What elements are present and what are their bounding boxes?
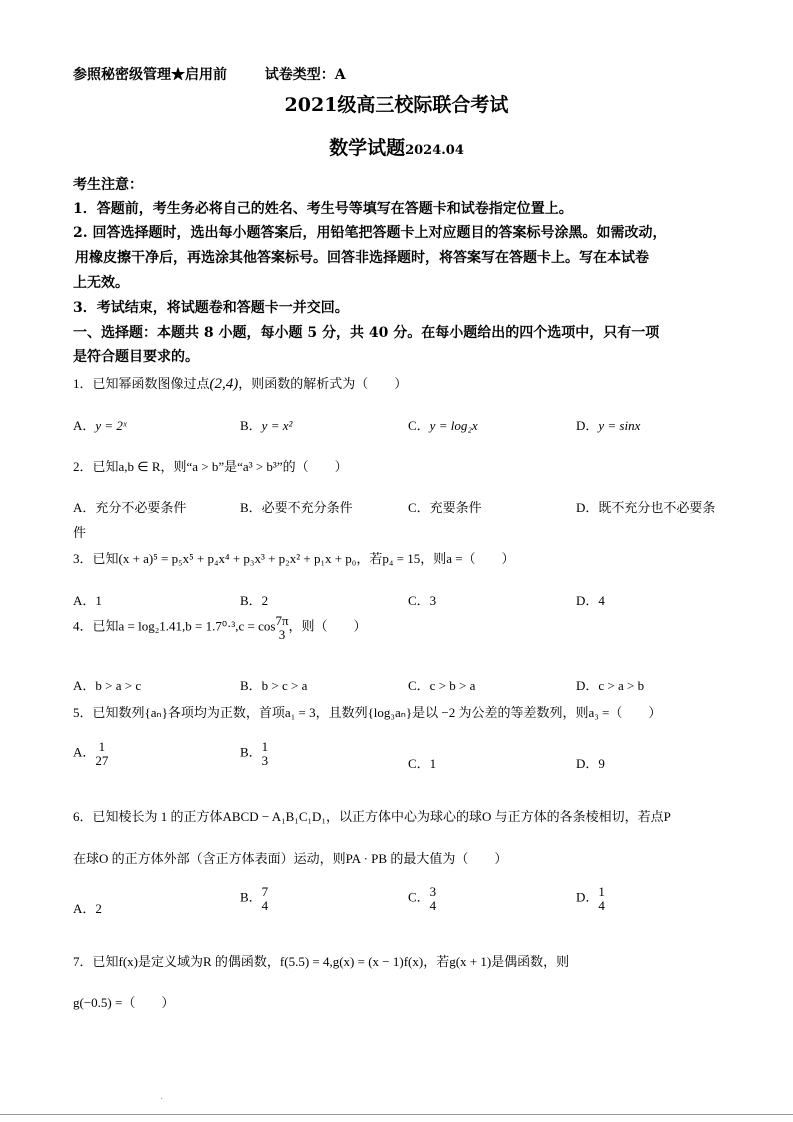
q2-option-b: B．必要不充分条件: [240, 500, 353, 515]
q6-option-b: B． 7 4: [240, 884, 269, 913]
q1-text-b: ，则函数的解析式为（ ）: [238, 376, 408, 391]
footer-mark: .: [160, 1091, 164, 1102]
q6-option-d: D． 1 4: [576, 884, 605, 913]
q2-option-d: D．既不充分也不必要条: [576, 500, 716, 515]
notice-item-3: 3．考试结束，将试题卷和答题卡一并交回。: [73, 300, 349, 316]
question-5-stem: 5．已知数列{aₙ}各项均为正数，首项a₁ = 3，且数列{log₃aₙ}是以 −2 为公差的等差数列，则a₃ =（ ）: [73, 705, 662, 720]
q4-fraction: 7π 3: [275, 613, 289, 642]
question-1-stem: [73, 373, 407, 393]
page-bottom-divider: [0, 1114, 793, 1115]
q1-option-b: B．y = x²: [240, 418, 293, 433]
question-2-stem: 2．已知a,b ∈ R，则“a > b”是“a³ > b³”的（ ）: [73, 459, 348, 474]
q6-option-c: C． 3 4: [408, 884, 437, 913]
q2-option-a: A．充分不必要条件: [73, 500, 187, 515]
question-6-stem-a: 6．已知棱长为 1 的正方体ABCD − A₁B₁C₁D₁，以正方体中心为球心的球O 与正方体的各条棱相切，若点P: [73, 809, 671, 824]
q4-text-b: ，则（ ）: [288, 618, 367, 634]
notice-item-2c: 上无效。: [73, 275, 129, 291]
question-7-stem-b: g(−0.5) =（ ）: [73, 995, 175, 1010]
exam-title: 2021级高三校际联合考试: [284, 94, 509, 116]
question-3-stem: 3．已知(x + a)⁵ = p₅x⁵ + p₄x⁴ + p₃x³ + p₂x² + p₁x + p₀，若p₄ = 15，则a =（ ）: [73, 551, 515, 566]
q3-option-a: A．1: [73, 593, 102, 608]
notice-item-2b: 用橡皮擦干净后，再选涂其他答案标号。回答非选择题时，将答案写在答题卡上。写在本试卷: [75, 250, 649, 266]
q4-option-c: C．c > b > a: [408, 678, 476, 693]
q4-text-a: 4．已知a = log₂1.41,b = 1.7⁰·³,c = cos: [73, 618, 276, 634]
q3-option-b: B．2: [240, 593, 269, 608]
q3-option-d: D．4: [576, 593, 605, 608]
q4-option-b: B．b > c > a: [240, 678, 308, 693]
q4-option-d: D．c > a > b: [576, 678, 645, 693]
question-7-stem-a: 7．已知f(x)是定义域为R 的偶函数，f(5.5) = 4,g(x) = (x − 1)f(x)，若g(x + 1)是偶函数，则: [73, 954, 570, 969]
notice-item-1: 1．答题前，考生务必将自己的姓名、考生号等填写在答题卡和试卷指定位置上。: [73, 201, 573, 217]
q5-option-d: D．9: [576, 756, 605, 771]
notice-item-2a: 2. 回答选择题时，选出每小题答案后，用铅笔把答题卡上对应题目的答案标号涂黑。如需改动，: [73, 225, 667, 241]
q3-option-c: C．3: [408, 593, 437, 608]
q6-option-a: A．2: [73, 901, 102, 916]
q1-point: (2,4): [209, 376, 239, 392]
section-heading-a: 一、选择题：本题共 8 小题，每小题 5 分，共 40 分。在每小题给出的四个选项中，只有一项: [73, 325, 660, 341]
q2-option-c: C．充要条件: [408, 500, 482, 515]
question-4-stem: [73, 614, 367, 641]
q1-option-c: C．y = log₂x: [408, 418, 478, 433]
question-6-stem-b: 在球O 的正方体外部（含正方体表面）运动，则PA · PB 的最大值为（ ）: [73, 851, 508, 866]
paper-type-label: 试卷类型：A: [264, 67, 346, 83]
q2-option-d-wrap: 件: [73, 525, 87, 540]
q5-option-a: A． 1 27: [73, 739, 109, 768]
header-line: [73, 64, 346, 84]
q1-text-a: 1．已知幂函数图像过点: [73, 376, 210, 391]
q1-option-d: D．y = sinx: [576, 418, 641, 433]
q5-option-c: C．1: [408, 756, 437, 771]
q4-option-a: A．b > a > c: [73, 678, 142, 693]
notice-heading: 考生注意：: [73, 177, 143, 193]
subject-title: [0, 133, 793, 160]
section-heading-b: 是符合题目要求的。: [73, 349, 199, 365]
q5-option-b: B． 1 3: [240, 739, 269, 768]
subject-name: 数学试题: [329, 137, 406, 159]
q1-option-a: A．y = 2ˣ: [73, 418, 127, 433]
confidential-label: 参照秘密级管理★启用前: [73, 67, 227, 83]
exam-date: 2024.04: [405, 143, 464, 158]
